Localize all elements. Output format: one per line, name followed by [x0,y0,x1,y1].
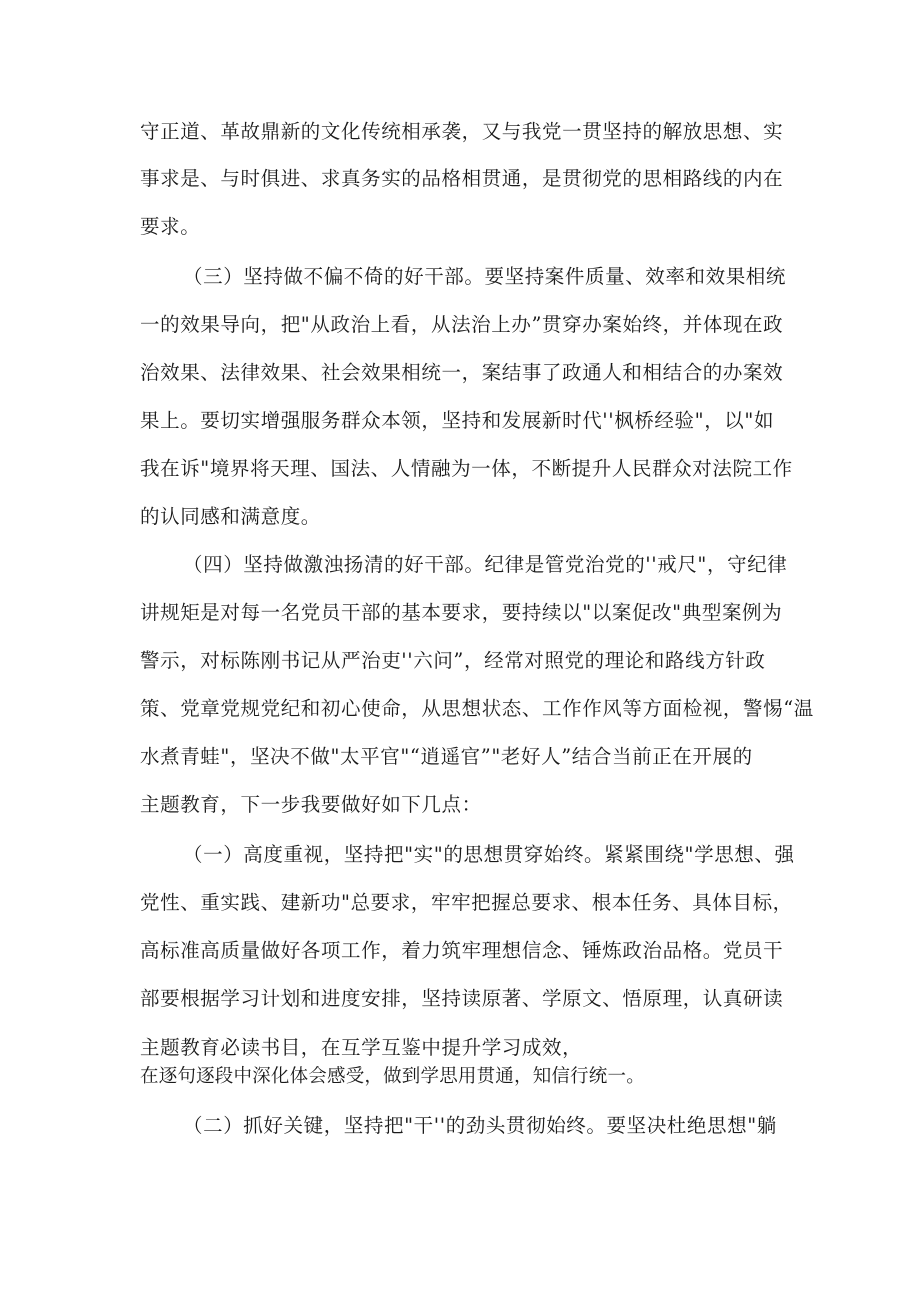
text-line: 讲规矩是对每一名党员干部的基本要求，要持续以"以案促改"典型案例为 [140,601,783,624]
text-line: 党性、重实践、建新功"总要求，牢牢把握总要求、根本任务、具体目标， [140,891,793,914]
text-line: 一的效果导向，把"从政治上看，从法治上办”贯穿办案始终，并体现在政 [140,313,784,336]
section-heading-line: （一）高度重视，坚持把"实"的思想贯穿始终。紧紧围绕"学思想、强 [183,843,795,866]
text-line: 高标准高质量做好各项工作，着力筑牢理想信念、锤炼政治品格。党员干 [140,939,784,962]
text-line: 事求是、与时俱进、求真务实的品格相贯通，是贯彻党的思相路线的内在 [140,167,784,190]
text-line: 水煮青蛙"，坚决不做"太平官"“逍遥官”"老好人”结合当前正在开展的 [140,745,753,768]
text-line: 治效果、法律效果、社会效果相统一，案结事了政通人和相结合的办案效 [140,361,784,384]
text-line: 策、党章党规党纪和初心使命，从思想状态、工作作风等方面检视，警惕“温 [140,697,814,720]
section-heading-line: （三）坚持做不偏不倚的好干部。要坚持案件质量、效率和效果相统 [183,265,787,288]
text-line: 警示，对标陈刚书记从严治吏''六问”，经常对照党的理论和路线方针政 [140,649,766,672]
text-line: 我在诉"境界将天理、国法、人情融为一体，不断提升人民群众对法院工作 [140,457,793,480]
section-heading-line: （二）抓好关键，坚持把"干''的劲头贯彻始终。要坚决杜绝思想"躺 [183,1114,777,1137]
text-line: 果上。要切实增强服务群众本领，坚持和发展新时代''枫桥经验"，以"如 [140,409,775,432]
text-line: 要求。 [140,215,201,238]
text-line: 守正道、革故鼎新的文化传统相承袭，又与我党一贯坚持的解放思想、实 [140,120,784,143]
text-line: 的认同感和满意度。 [140,505,321,528]
text-line: 在逐句逐段中深化体会感受，做到学思用贯通，知信行统一。 [140,1066,645,1087]
section-heading-line: （四）坚持做激浊扬清的好干部。纪律是管党治党的''戒尺"，守纪律 [183,553,788,576]
text-line: 部要根据学习计划和进度安排，坚持读原著、学原文、悟原理，认真研读 [140,987,784,1010]
text-line: 主题教育必读书目，在互学互鉴中提升学习成效， [140,1036,583,1059]
text-line: 主题教育，下一步我要做好如下几点： [140,793,482,816]
